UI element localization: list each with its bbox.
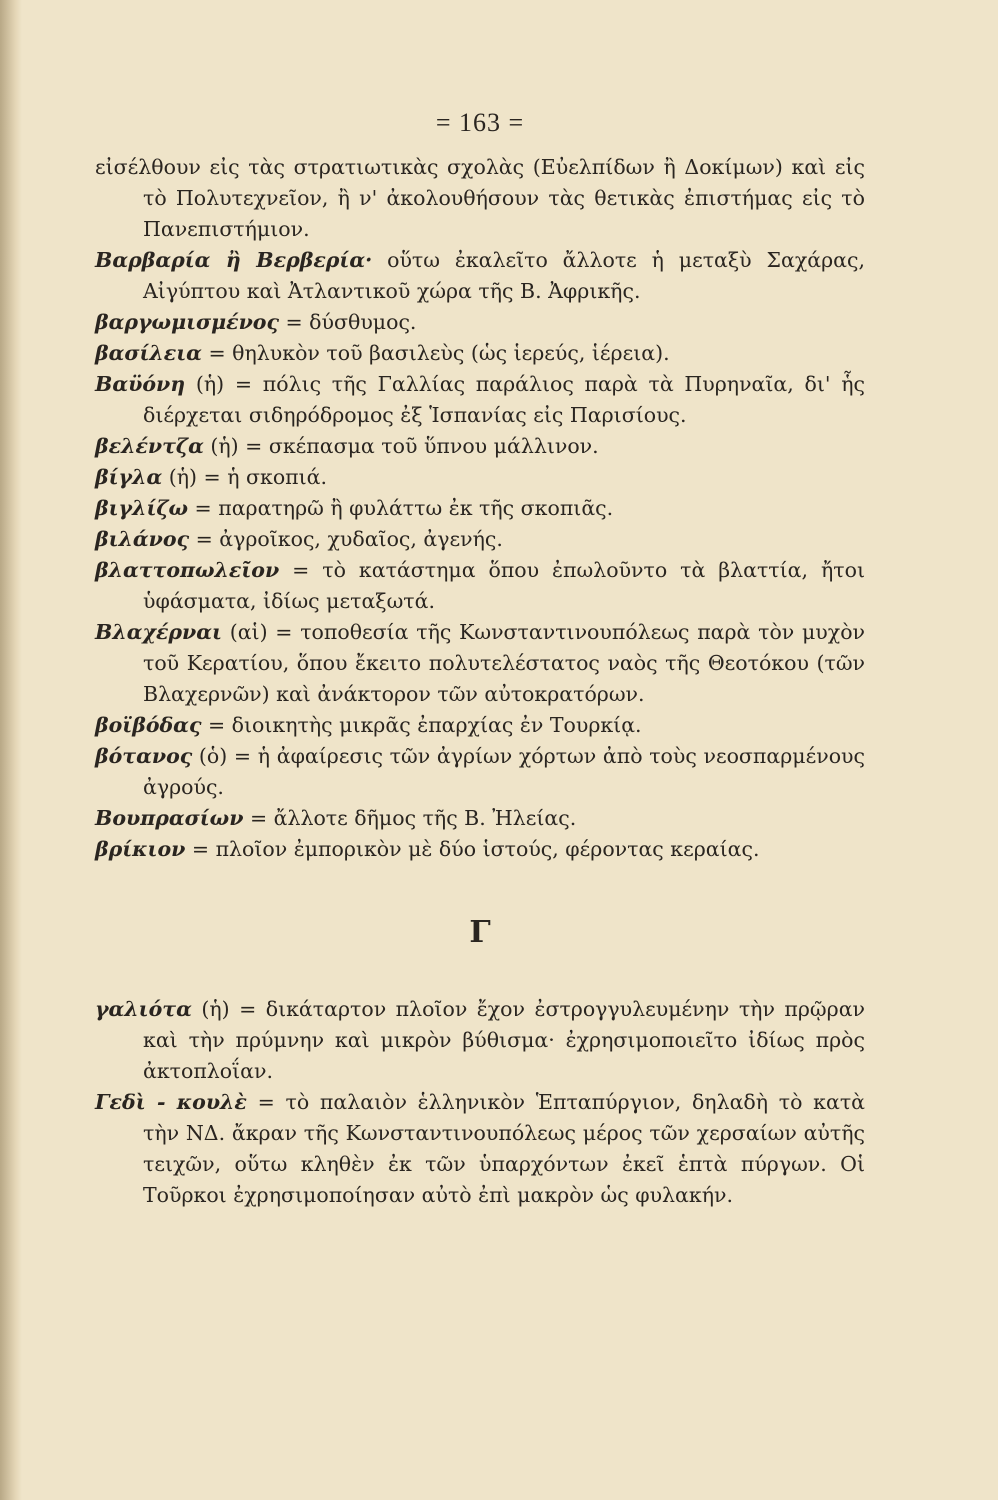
entry-headword: βίγλα (95, 465, 163, 489)
entry-headword: βαργωμισμένος (95, 310, 279, 334)
dictionary-entry (95, 245, 865, 307)
dictionary-entry (95, 803, 865, 834)
entry-headword: βοϊβόδας (95, 713, 202, 737)
entry-headword: Βαρβαρία ἢ Βερβερία· (95, 248, 373, 272)
entry-definition: (ἡ) = σκέπασμα τοῦ ὕπνου μάλλινον. (203, 434, 599, 458)
page-binding-shadow (0, 0, 22, 1500)
entry-definition: οὕτω ἐκαλεῖτο ἄλλοτε ἡ μεταξὺ Σαχάρας, Αἰγύπτου καὶ Ἀτλαντικοῦ χώρα τῆς Β. Ἀφρικῆς. (143, 248, 865, 303)
entry-headword: βιγλίζω (95, 496, 189, 520)
dictionary-entry (95, 431, 865, 462)
entry-headword: βλαττοπωλεῖον (95, 558, 280, 582)
entry-definition: = παρατηρῶ ἢ φυλάττω ἐκ τῆς σκοπιᾶς. (188, 496, 614, 520)
entry-definition: = πλοῖον ἐμπορικὸν μὲ δύο ἱστούς, φέροντας κεραίας. (185, 837, 760, 861)
dictionary-entry (95, 462, 865, 493)
entry-headword: βότανος (95, 744, 193, 768)
page-number: = 163 = (435, 108, 525, 137)
entry-definition: = δύσθυμος. (278, 310, 417, 334)
entry-headword: Βλαχέρναι (95, 620, 222, 644)
dictionary-entry (95, 369, 865, 431)
entry-headword: βιλάνος (95, 527, 190, 551)
section-letter: Γ (469, 915, 491, 950)
entry-headword: Βαϋόνη (95, 372, 186, 396)
dictionary-entry (95, 338, 865, 369)
entry-definition: (αἱ) = τοποθεσία τῆς Κωνσταντινουπόλεως παρὰ τὸν μυχὸν τοῦ Κερατίου, ὅπου ἔκειτο πολυτελέστατος ναὸς τῆς Θεοτόκου (τῶν Βλαχερνῶν) καὶ ἀνάκτορον τῶν αὐτοκρατόρων. (143, 620, 865, 706)
dictionary-entry (95, 834, 865, 865)
entry-definition: (ἡ) = πόλις τῆς Γαλλίας παράλιος παρὰ τὰ Πυρηναῖα, δι' ἧς διέρχεται σιδηρόδρομος ἐξ Ἱσπανίας εἰς Παρισίους. (143, 372, 865, 427)
entry-definition: (ἡ) = δικάταρτον πλοῖον ἔχον ἐστρογγυλευμένην τὴν πρῷραν καὶ τὴν πρύμνην καὶ μικρὸν βύθισμα· ἐχρησιμοποιεῖτο ἰδίως πρὸς ἀκτοπλοΐαν. (143, 997, 865, 1083)
entry-definition: = θηλυκὸν τοῦ βασιλεὺς (ὡς ἱερεύς, ἱέρεια). (201, 341, 670, 365)
entry-headword: βρίκιον (95, 837, 186, 861)
entry-definition: (ἡ) = ἡ σκοπιά. (162, 465, 328, 489)
entry-headword: γαλιότα (95, 997, 192, 1021)
dictionary-entry (95, 493, 865, 524)
continuation-text: εἰσέλθουν εἰς τὰς στρατιωτικὰς σχολὰς (Εὐελπίδων ἢ Δοκίμων) καὶ εἰς τὸ Πολυτεχνεῖον, ἢ ν' ἀκολουθήσουν τὰς θετικὰς ἐπιστήμας εἰς τὸ Πανεπιστήμιον. (95, 155, 865, 241)
dictionary-entry (95, 1087, 865, 1211)
dictionary-entry (95, 710, 865, 741)
dictionary-entry (95, 617, 865, 710)
entry-headword: Βουπρασίων (95, 806, 244, 830)
entry-definition: = τὸ παλαιὸν ἑλληνικὸν Ἑπταπύργιον, δηλαδὴ τὸ κατὰ τὴν ΝΔ. ἄκραν τῆς Κωνσταντινουπόλεως μέρος τῶν χερσαίων αὐτῆς τειχῶν, οὕτω κληθὲν ἐκ τῶν ὑπαρχόντων ἐκεῖ ἑπτὰ πύργων. Οἱ Τοῦρκοι ἐχρησιμοποίησαν αὐτὸ ἐπὶ μακρὸν ὡς φυλακήν. (143, 1090, 865, 1207)
entries-section-beta (95, 245, 865, 865)
entry-definition: = ἀγροῖκος, χυδαῖος, ἀγενής. (189, 527, 503, 551)
dictionary-entry (95, 555, 865, 617)
entry-definition: = τὸ κατάστημα ὅπου ἐπωλοῦντο τὰ βλαττία, ἤτοι ὑφάσματα, ἰδίως μεταξωτά. (143, 558, 865, 613)
entry-headword: βελέντζα (95, 434, 204, 458)
entry-headword: βασίλεια (95, 341, 202, 365)
dictionary-entry (95, 994, 865, 1087)
entry-definition: = διοικητὴς μικρᾶς ἐπαρχίας ἐν Τουρκίᾳ. (201, 713, 642, 737)
entry-definition: = ἄλλοτε δῆμος τῆς Β. Ἠλείας. (243, 806, 577, 830)
entries-section-gamma (95, 994, 865, 1211)
book-page (95, 108, 865, 1211)
dictionary-entry (95, 307, 865, 338)
entry-headword: Γεδὶ - κουλὲ (95, 1090, 247, 1114)
dictionary-entry (95, 524, 865, 555)
dictionary-entry (95, 741, 865, 803)
entry-definition: (ὁ) = ἡ ἀφαίρεσις τῶν ἀγρίων χόρτων ἀπὸ τοὺς νεοσπαρμένους ἀγρούς. (143, 744, 865, 799)
